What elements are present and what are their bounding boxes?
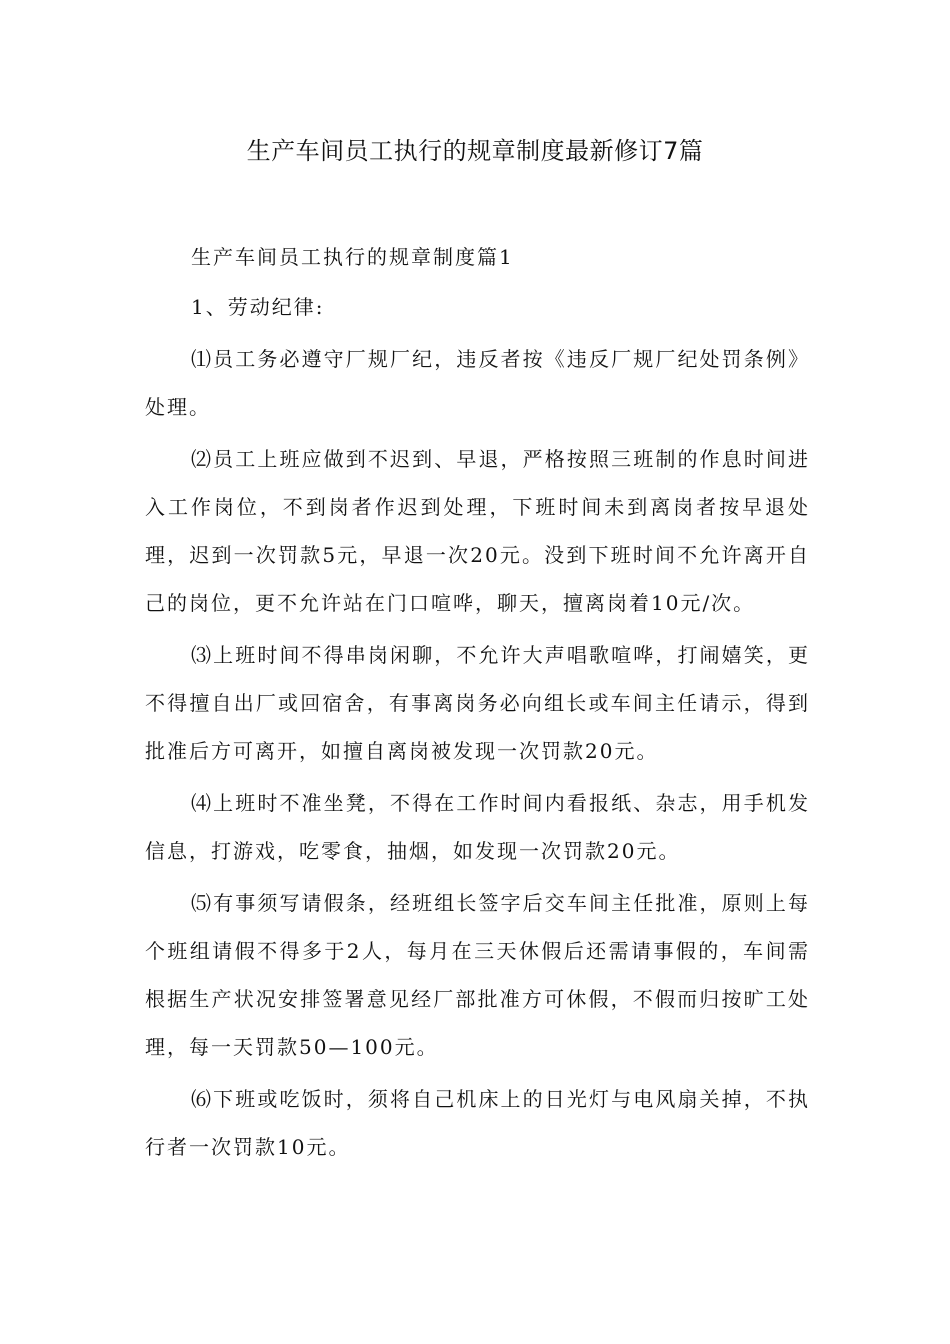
paragraph-item-1: ⑴员工务必遵守厂规厂纪，违反者按《违反厂规厂纪处罚条例》处理。 [145,347,810,419]
paragraph-item-2: ⑵员工上班应做到不迟到、早退，严格按照三班制的作息时间进入工作岗位，不到岗者作迟到处理，下班时间未到离岗者按早退处理，迟到一次罚款5元，早退一次20元。没到下班时间不允许离开自己的岗位，更不允许站在门口喧哗，聊天，擅离岗着10元/次。 [145,447,810,615]
paragraph-item-6: ⑹下班或吃饭时，须将自己机床上的日光灯与电风扇关掉，不执行者一次罚款10元。 [145,1087,810,1159]
document-title: 生产车间员工执行的规章制度最新修订7篇 [246,137,704,165]
paragraph-item-5: ⑸有事须写请假条，经班组长签字后交车间主任批准，原则上每个班组请假不得多于2人，每月在三天休假后还需请事假的，车间需根据生产状况安排签署意见经厂部批准方可休假，不假而归按旷工处理，每一天罚款50—100元。 [145,891,810,1059]
subheading-labor-discipline: 1、劳动纪律: [191,295,325,319]
document-body [145,233,810,1171]
paragraph-item-3: ⑶上班时间不得串岗闲聊，不允许大声唱歌喧哗，打闹嬉笑，更不得擅自出厂或回宿舍，有事离岗务必向组长或车间主任请示，得到批准后方可离开，如擅自离岗被发现一次罚款20元。 [145,643,810,763]
paragraph-item-4: ⑷上班时不准坐凳，不得在工作时间内看报纸、杂志，用手机发信息，打游戏，吃零食，抽烟，如发现一次罚款20元。 [145,791,810,863]
section-heading: 生产车间员工执行的规章制度篇1 [191,245,514,269]
